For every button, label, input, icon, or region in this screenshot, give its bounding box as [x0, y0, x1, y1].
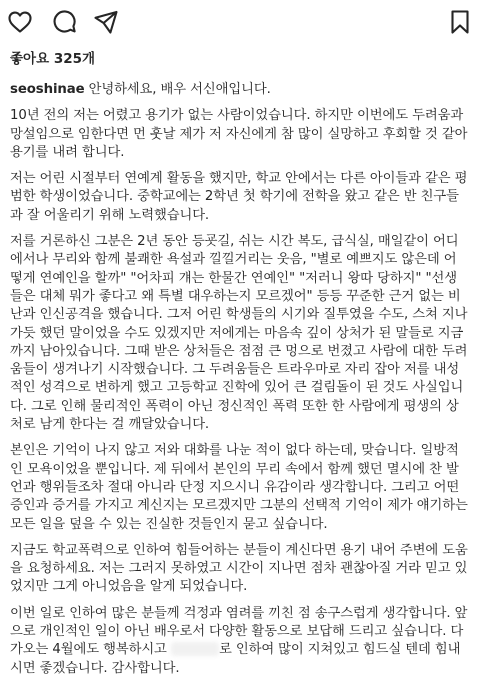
caption-text: 로 인하여 많이 지쳐있고 힘드실 텐데 힘내시면 좋겠습니다. 감사합니다.	[10, 642, 461, 676]
caption-paragraph: 지금도 학교폭력으로 인하여 힘들어하는 분들이 계신다면 용기 내어 주변에 도움을 요청하세요. 저는 그러지 못하였고 시간이 지나면 점차 괜찮아질 거라 믿고 있었지만 그게 아니었음을 알게 되었습니다.	[10, 542, 468, 595]
heart-icon[interactable]	[6, 8, 34, 36]
caption-paragraph: 본인은 기억이 나지 않고 저와 대화를 나눈 적이 없다 하는데, 맞습니다. 일방적인 모욕이었을 뿐입니다. 제 뒤에서 본인의 무리 속에서 함께 했던 멸시에 찬 발언과 행위들조차 절대 아니라 단정 지으시니 유감이라 생각합니다. 그리고 어떤 증인과 증거를 가지고 계신지는 모르겠지만 그분의 선택적 기억이 제가 얘기하는 모든 일을 덮을 수 있는 진실한 것들인지 묻고 싶습니다.	[10, 443, 468, 532]
author-username[interactable]: seoshinae	[10, 82, 85, 97]
greeting-text: 안녕하세요, 배우 서신애입니다.	[88, 82, 271, 97]
caption-paragraph: 저를 거론하신 그분은 2년 동안 등굣길, 쉬는 시간 복도, 급식실, 매일같이 어디에서나 무리와 함께 불쾌한 욕설과 낄낄거리는 웃음, "별로 예쁘지도 않은데 어떻게 연예인을 할까" "어차피 걔는 한물간 연예인" "저러니 왕따 당하지" "선생들은 대체 뭐가 좋다고 왜 특별 대우하는지 모르겠어" 등등 꾸준한 근거 없는 비난과 인신공격을 했습니다. 그저 어린 학생들의 시기와 질투였을 수도, 스쳐 지나가듯 했던 말이었을 수도 있겠지만 저에게는 마음속 깊이 상처가 된 말들로 지금까지 남아있습니다. 그때 받은 상처들은 점점 큰 멍으로 번졌고 사람에 대한 두려움들이 생겨나기 시작했습니다. 그 두려움들은 트라우마로 자리 잡아 저를 내성적인 성격으로 변하게 했고 고등학교 진학에 있어 큰 걸림돌이 된 것도 사실입니다. 그로 인해 물리적인 폭력이 아닌 정신적인 폭력 또한 한 사람에게 평생의 상처로 남게 한다는 걸 깨달았습니다.	[10, 234, 468, 433]
bookmark-icon[interactable]	[446, 8, 474, 36]
comment-icon[interactable]	[50, 8, 78, 36]
caption-paragraph-last	[10, 605, 468, 678]
post-caption	[10, 81, 468, 678]
caption-paragraph: 저는 어린 시절부터 연예계 활동을 했지만, 학교 안에서는 다른 아이들과 같은 평범한 학생이었습니다. 중학교에는 2학년 첫 학기에 전학을 왔고 같은 반 친구들과 잘 어울리기 위해 노력했습니다.	[10, 171, 468, 223]
redacted-text	[171, 642, 219, 656]
share-icon[interactable]	[92, 8, 120, 36]
caption-text: 이번 일로 인하여 많은 분들께 걱정과 염려를 끼친 점 송구스럽게 생각합니다. 앞으로 개인적인 일이 아닌 배우로서 다양한 활동으로 보답해 드리고 싶습니다. 다가오는 4월에도 행복하시고	[10, 605, 468, 658]
like-count[interactable]: 좋아요 325개	[10, 51, 96, 67]
post-action-bar	[0, 0, 480, 44]
caption-intro	[10, 81, 468, 99]
caption-paragraph: 10년 전의 저는 어렸고 용기가 없는 사람이었습니다. 하지만 이번에도 두려움과 망설임으로 임한다면 먼 훗날 제가 저 자신에게 참 많이 실망하고 후회할 것 같아 용기를 내려 합니다.	[10, 108, 468, 160]
